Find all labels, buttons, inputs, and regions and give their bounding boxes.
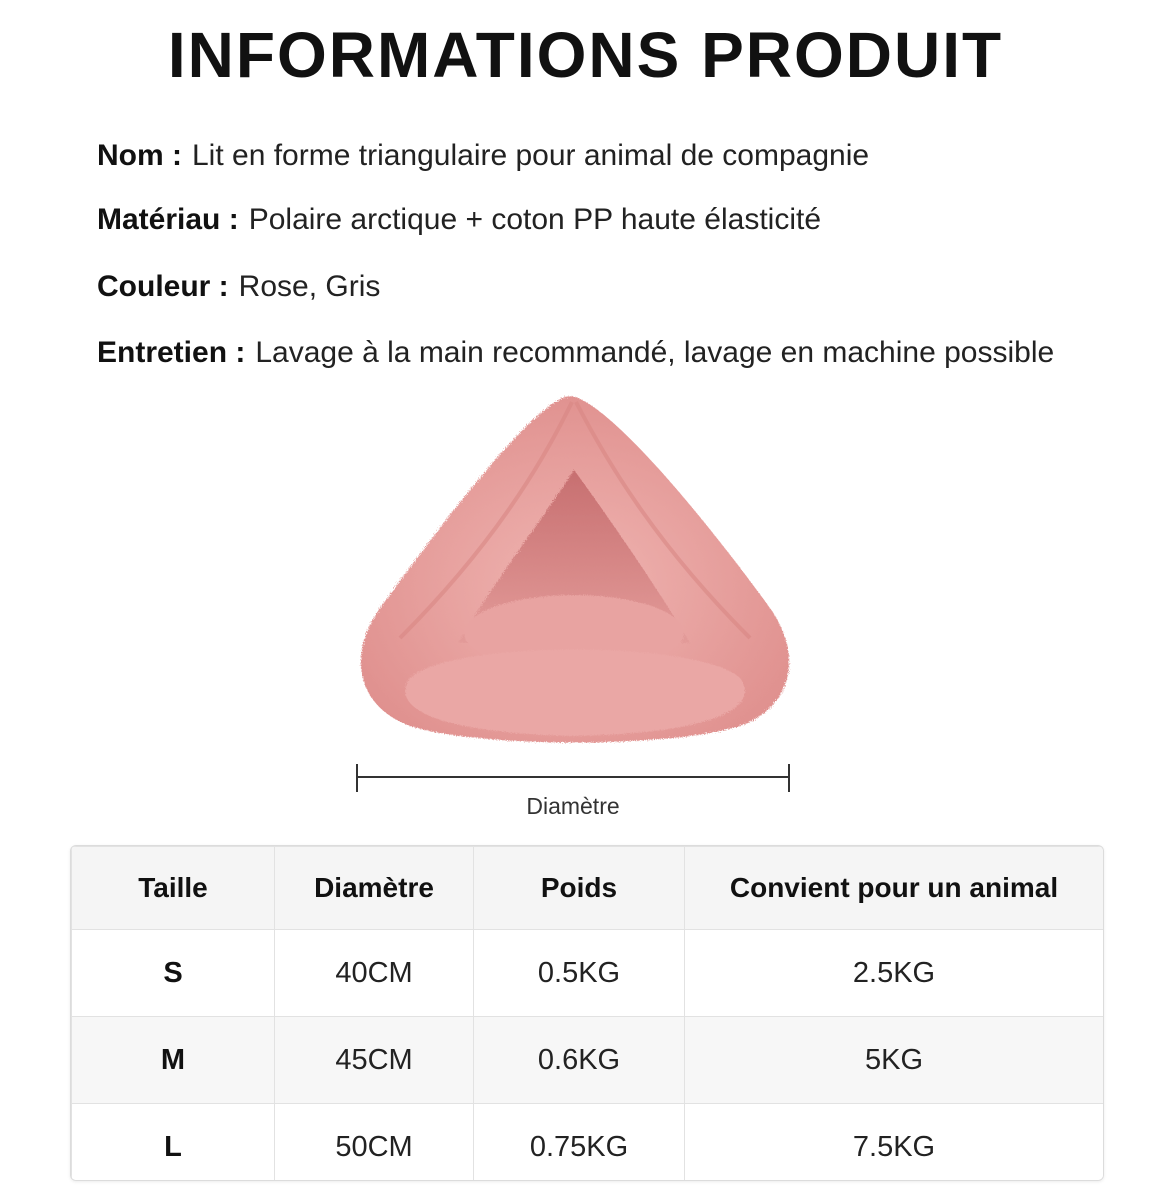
info-row-name: [97, 136, 869, 176]
info-value: Lit en forme triangulaire pour animal de compagnie: [192, 139, 870, 172]
info-row-care: [97, 333, 1054, 373]
diameter-cap-right: [788, 764, 790, 792]
info-value: Lavage à la main recommandé, lavage en machine possible: [255, 336, 1055, 369]
page-title: INFORMATIONS PRODUIT: [167, 19, 1004, 91]
cell-diameter: 45CM: [275, 1017, 474, 1104]
cell-size: S: [72, 930, 275, 1017]
header-weight: Poids: [474, 847, 685, 930]
diameter-line: [356, 776, 790, 778]
header-diameter: Diamètre: [275, 847, 474, 930]
header-size: Taille: [72, 847, 275, 930]
cell-weight: 0.75KG: [474, 1104, 685, 1182]
info-label: Couleur :: [97, 270, 229, 303]
diameter-cap-left: [356, 764, 358, 792]
size-table-grid: [71, 846, 1104, 1181]
cell-size: M: [72, 1017, 275, 1104]
info-value: Rose, Gris: [238, 270, 381, 303]
cell-weight: 0.6KG: [474, 1017, 685, 1104]
cell-suitable-pet: 7.5KG: [685, 1104, 1104, 1182]
cell-diameter: 40CM: [275, 930, 474, 1017]
header-suitable-pet: Convient pour un animal: [685, 847, 1104, 930]
info-value: Polaire arctique + coton PP haute élasticité: [248, 203, 822, 236]
table-row: [72, 930, 1104, 1017]
cell-size: L: [72, 1104, 275, 1182]
cell-suitable-pet: 5KG: [685, 1017, 1104, 1104]
diameter-indicator: [356, 764, 790, 792]
info-row-material: [97, 200, 821, 240]
info-label: Matériau :: [97, 203, 239, 236]
info-label: Entretien :: [97, 336, 246, 369]
info-label: Nom :: [97, 139, 182, 172]
cell-diameter: 50CM: [275, 1104, 474, 1182]
pet-bed-illustration: [340, 388, 810, 748]
table-row: [72, 1017, 1104, 1104]
size-table: [70, 845, 1104, 1181]
product-image: [340, 388, 810, 748]
cell-weight: 0.5KG: [474, 930, 685, 1017]
cell-suitable-pet: 2.5KG: [685, 930, 1104, 1017]
table-header-row: [72, 847, 1104, 930]
table-row: [72, 1104, 1104, 1182]
diameter-label: Diamètre: [526, 793, 620, 819]
info-row-color: [97, 267, 380, 307]
